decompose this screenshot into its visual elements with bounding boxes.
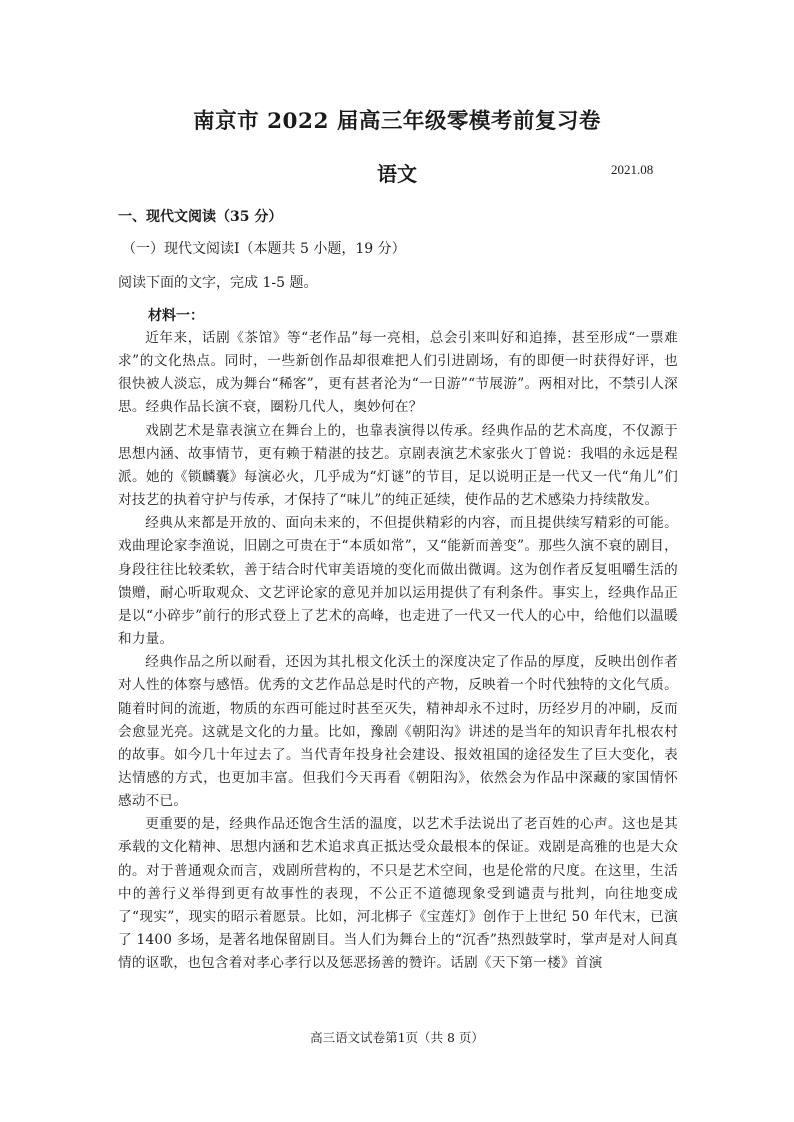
subject-heading: 语文 — [377, 162, 417, 186]
reading-passage — [118, 327, 678, 975]
passage-paragraph-1: 近年来，话剧《茶馆》等“老作品”每一亮相，总会引来叫好和追捧，甚至形成“一票难求”的文化热点。同时，一些新创作品却很难把人们引进剧场，有的即便一时获得好评，也很快被人淡忘，成为舞台“稀客”，更有甚者沦为“一日游”“节展游”。两相对比，不禁引人深思。经典作品长演不衰，圈粉几代人，奥妙何在？ — [118, 330, 678, 416]
passage-paragraph-4: 经典作品之所以耐看，还因为其扎根文化沃土的深度决定了作品的厚度，反映出创作者对人性的体察与感悟。优秀的文艺作品总是时代的产物，反映着一个时代独特的文化气质。随着时间的流逝，物质的东西可能过时甚至灭失，精神却永不过时，历经岁月的冲刷，反而会愈显光亮。这就是文化的力量。比如，豫剧《朝阳沟》讲述的是当年的知识青年扎根农村的故事。如今几十年过去了。当代青年投身社会建设、报效祖国的途径发生了巨大变化，表达情感的方式，也更加丰富。但我们今天再看《朝阳沟》，依然会为作品中深藏的家国情怀感动不已。 — [118, 654, 678, 810]
material-label: 材料一： — [148, 308, 204, 324]
section-heading: 一、现代文阅读（35 分） — [118, 209, 283, 225]
page-footer: 高三语文试卷第1页（共 8 页） — [310, 1030, 484, 1045]
passage-paragraph-5: 更重要的是，经典作品还饱含生活的温度，以艺术手法说出了老百姓的心声。这也是其承载的文化精神、思想内涵和艺术追求真正抵达受众最根本的保证。戏剧是高雅的也是大众的。对于普通观众而言，戏剧所营构的，不只是艺术空间，也是伦常的尺度。在这里，生活中的善行义举得到更有故事性的表现，不公正不道德现象受到谴责与批判，向往地变成了“现实”，现实的昭示着愿景。比如，河北梆子《宝莲灯》创作于上世纪 50 年代末，已演了 1400 多场，是著名地保留剧目。当人们为舞台上的“沉香”热烈鼓掌时，掌声是对人间真情的讴歌，也包含着对孝心孝行以及惩恶扬善的赞许。话剧《天下第一楼》首演 — [118, 816, 678, 972]
exam-date: 2021.08 — [611, 162, 654, 177]
passage-paragraph-3: 经典从来都是开放的、面向未来的，不但提供精彩的内容，而且提供续写精彩的可能。戏曲理论家李渔说，旧剧之可贵在于“本质如常”，又“能新而善变”。那些久演不衰的剧目，身段往往比较柔软，善于结合时代审美语境的变化而做出微调。这为创作者反复咀嚼生活的馈赠，耐心听取观众、文艺评论家的意见并加以运用提供了有利条件。事实上，经典作品正是以“小碎步”前行的形式登上了艺术的高峰，也走进了一代又一代人的心中，给他们以温暖和力量。 — [118, 515, 678, 648]
exam-title: 南京市 2022 届高三年级零模考前复习卷 — [193, 109, 601, 134]
passage-paragraph-2: 戏剧艺术是靠表演立在舞台上的，也靠表演得以传承。经典作品的艺术高度，不仅源于思想内涵、故事情节，更有赖于精湛的技艺。京剧表演艺术家张火丁曾说：我唱的永远是程派。她的《锁麟囊》每演必火，几乎成为“灯谜”的节目，足以说明正是一代又一代“角儿”们对技艺的执着守护与传承，才保持了“味儿”的纯正延续，使作品的艺术感染力持续散发。 — [118, 422, 678, 509]
section-subheading: （一）现代文阅读Ⅰ（本题共 5 小题，19 分） — [122, 241, 406, 257]
reading-instruction: 阅读下面的文字，完成 1-5 题。 — [118, 275, 318, 291]
